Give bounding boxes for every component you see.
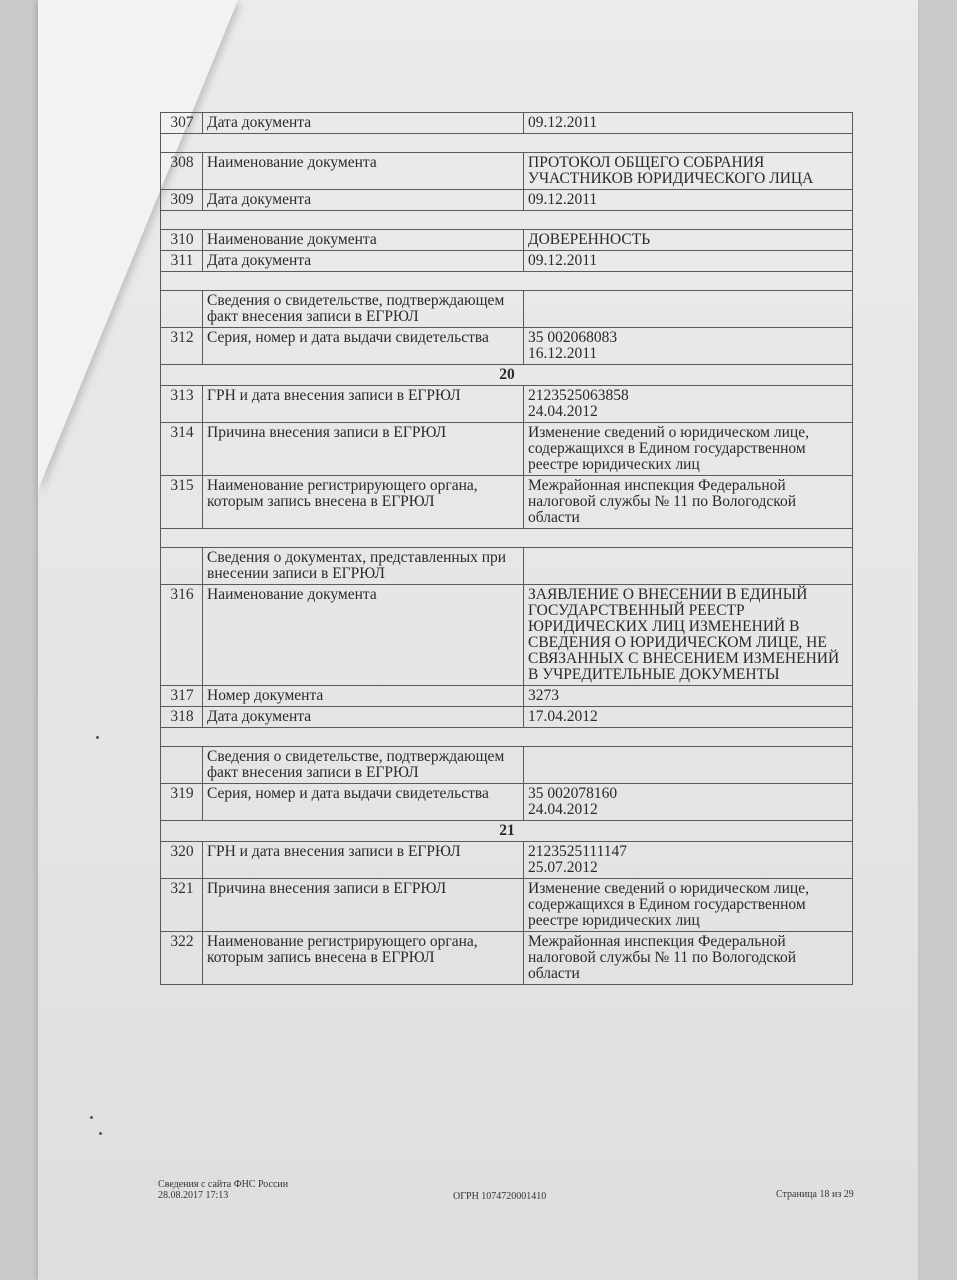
section-header-row xyxy=(161,821,853,842)
paper-speck xyxy=(99,1132,102,1135)
row-value: Изменение сведений о юридическом лице, содержащихся в Едином государственном реестре юридических лиц xyxy=(524,879,853,932)
spacer-cell xyxy=(161,728,853,747)
table-row xyxy=(161,932,853,985)
table-row xyxy=(161,230,853,251)
row-value: 17.04.2012 xyxy=(524,707,853,728)
table-row xyxy=(161,251,853,272)
row-value xyxy=(524,747,853,784)
table-body xyxy=(161,113,853,985)
row-label: ГРН и дата внесения записи в ЕГРЮЛ xyxy=(203,386,524,423)
row-number: 317 xyxy=(161,686,203,707)
row-label: Номер документа xyxy=(203,686,524,707)
row-value: 35 002078160 24.04.2012 xyxy=(524,784,853,821)
row-value xyxy=(524,548,853,585)
spacer-cell xyxy=(161,211,853,230)
row-label: Дата документа xyxy=(203,707,524,728)
row-label: ГРН и дата внесения записи в ЕГРЮЛ xyxy=(203,842,524,879)
row-value: ЗАЯВЛЕНИЕ О ВНЕСЕНИИ В ЕДИНЫЙ ГОСУДАРСТВЕННЫЙ РЕЕСТР ЮРИДИЧЕСКИХ ЛИЦ ИЗМЕНЕНИЙ В СВЕДЕНИЯ О ЮРИДИЧЕСКОМ ЛИЦЕ, НЕ СВЯЗАННЫХ С ВНЕСЕНИЕМ ИЗМЕНЕНИЙ В УЧРЕДИТЕЛЬНЫЕ ДОКУМЕНТЫ xyxy=(524,585,853,686)
row-label: Дата документа xyxy=(203,190,524,211)
row-value: 09.12.2011 xyxy=(524,113,853,134)
table-row xyxy=(161,328,853,365)
table-row xyxy=(161,842,853,879)
row-label: Наименование регистрирующего органа, которым запись внесена в ЕГРЮЛ xyxy=(203,932,524,985)
table-row xyxy=(161,747,853,784)
row-label: Причина внесения записи в ЕГРЮЛ xyxy=(203,879,524,932)
row-number: 314 xyxy=(161,423,203,476)
row-value: Межрайонная инспекция Федеральной налоговой службы № 11 по Вологодской области xyxy=(524,932,853,985)
row-number: 316 xyxy=(161,585,203,686)
table-row xyxy=(161,291,853,328)
row-number: 315 xyxy=(161,476,203,529)
spacer-cell xyxy=(161,134,853,153)
row-value: 35 002068083 16.12.2011 xyxy=(524,328,853,365)
row-number: 321 xyxy=(161,879,203,932)
section-header-row xyxy=(161,365,853,386)
footer-ogrn: ОГРН 1074720001410 xyxy=(453,1191,547,1202)
row-number xyxy=(161,291,203,328)
row-value xyxy=(524,291,853,328)
table-row xyxy=(161,548,853,585)
spacer-row xyxy=(161,272,853,291)
row-number: 313 xyxy=(161,386,203,423)
row-label: Дата документа xyxy=(203,113,524,134)
spacer-row xyxy=(161,728,853,747)
table-row xyxy=(161,707,853,728)
footer-source: Сведения с сайта ФНС России 28.08.2017 17:13 xyxy=(158,1179,289,1201)
table-row xyxy=(161,386,853,423)
row-value: ПРОТОКОЛ ОБЩЕГО СОБРАНИЯ УЧАСТНИКОВ ЮРИДИЧЕСКОГО ЛИЦА xyxy=(524,153,853,190)
row-number xyxy=(161,747,203,784)
row-number: 322 xyxy=(161,932,203,985)
row-number: 319 xyxy=(161,784,203,821)
spacer-row xyxy=(161,134,853,153)
paper-speck xyxy=(96,736,99,739)
row-number xyxy=(161,548,203,585)
row-number: 311 xyxy=(161,251,203,272)
section-number: 21 xyxy=(161,821,853,842)
table-row xyxy=(161,585,853,686)
row-value: 3273 xyxy=(524,686,853,707)
row-number: 307 xyxy=(161,113,203,134)
table-row xyxy=(161,190,853,211)
row-value: Межрайонная инспекция Федеральной налоговой службы № 11 по Вологодской области xyxy=(524,476,853,529)
row-label: Сведения о документах, представленных при внесении записи в ЕГРЮЛ xyxy=(203,548,524,585)
row-number: 309 xyxy=(161,190,203,211)
spacer-row xyxy=(161,529,853,548)
row-label: Наименование регистрирующего органа, которым запись внесена в ЕГРЮЛ xyxy=(203,476,524,529)
row-number: 308 xyxy=(161,153,203,190)
egrul-records-table xyxy=(160,112,853,985)
spacer-cell xyxy=(161,529,853,548)
section-number: 20 xyxy=(161,365,853,386)
table-row xyxy=(161,423,853,476)
row-label: Причина внесения записи в ЕГРЮЛ xyxy=(203,423,524,476)
row-label: Сведения о свидетельстве, подтверждающем факт внесения записи в ЕГРЮЛ xyxy=(203,747,524,784)
spacer-cell xyxy=(161,272,853,291)
row-value: Изменение сведений о юридическом лице, содержащихся в Едином государственном реестре юридических лиц xyxy=(524,423,853,476)
row-value: 09.12.2011 xyxy=(524,190,853,211)
row-label: Дата документа xyxy=(203,251,524,272)
row-label: Серия, номер и дата выдачи свидетельства xyxy=(203,328,524,365)
row-value: 09.12.2011 xyxy=(524,251,853,272)
table-row xyxy=(161,153,853,190)
row-label: Сведения о свидетельстве, подтверждающем факт внесения записи в ЕГРЮЛ xyxy=(203,291,524,328)
row-label: Наименование документа xyxy=(203,230,524,251)
row-label: Наименование документа xyxy=(203,585,524,686)
row-number: 310 xyxy=(161,230,203,251)
row-number: 318 xyxy=(161,707,203,728)
row-number: 312 xyxy=(161,328,203,365)
row-label: Наименование документа xyxy=(203,153,524,190)
row-label: Серия, номер и дата выдачи свидетельства xyxy=(203,784,524,821)
footer-page-number: Страница 18 из 29 xyxy=(776,1189,854,1200)
row-number: 320 xyxy=(161,842,203,879)
spacer-row xyxy=(161,211,853,230)
table-row xyxy=(161,113,853,134)
paper-speck xyxy=(90,1116,93,1119)
row-value: ДОВЕРЕННОСТЬ xyxy=(524,230,853,251)
table-row xyxy=(161,879,853,932)
table-row xyxy=(161,476,853,529)
table-row xyxy=(161,784,853,821)
row-value: 2123525063858 24.04.2012 xyxy=(524,386,853,423)
row-value: 2123525111147 25.07.2012 xyxy=(524,842,853,879)
table-row xyxy=(161,686,853,707)
